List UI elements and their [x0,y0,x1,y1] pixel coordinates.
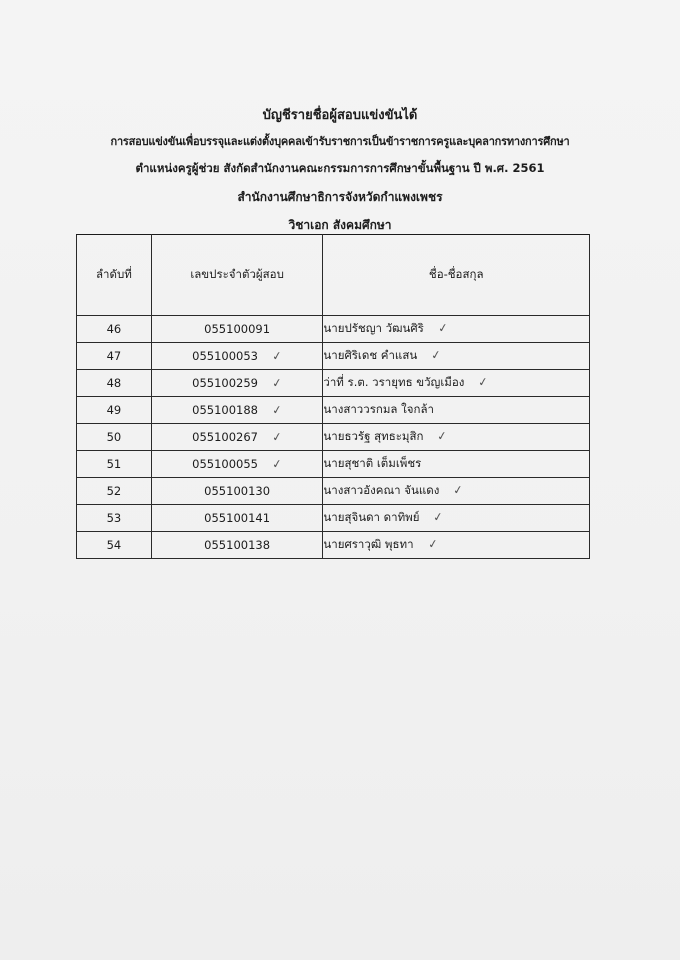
check-mark-icon: ✓ [426,536,439,552]
table-row [77,343,590,370]
row-exam-id [151,316,323,343]
check-mark-icon: ✓ [436,320,449,336]
row-full-name [323,370,590,397]
header-order: ลำดับที่ [77,235,152,316]
row-order: 46 [77,316,152,343]
document-title: บัญชีรายชื่อผู้สอบแข่งขันได้ [262,108,418,123]
full-name-text: นางสาวอังคณา จันแดง [323,483,440,497]
exam-id-text: 055100267 [192,430,258,444]
row-full-name [323,316,590,343]
document-subtitle-position: ตำแหน่งครูผู้ช่วย สังกัดสำนักงานคณะกรรมการการศึกษาขั้นพื้นฐาน ปี พ.ศ. 2561 [135,161,545,175]
results-table [76,234,590,559]
check-mark-icon: ✓ [271,348,283,364]
check-mark-icon: ✓ [432,509,445,525]
check-mark-icon: ✓ [271,402,283,418]
exam-id-text: 055100188 [192,403,258,417]
row-exam-id [151,451,323,478]
row-full-name [323,343,590,370]
full-name-text: นายสุชาติ เต็มเพ็ชร [323,456,422,470]
row-full-name [323,532,590,559]
table-row [77,532,590,559]
check-mark-icon: ✓ [271,429,283,445]
row-full-name [323,397,590,424]
row-full-name [323,505,590,532]
exam-id-text: 055100130 [204,484,271,498]
full-name-text: นายธวรัฐ สุทธะมุสิก [323,429,424,443]
row-full-name [323,478,590,505]
row-order: 52 [77,478,152,505]
check-mark-icon: ✓ [477,374,490,390]
full-name-text: นายศิริเดช คำแสน [323,348,418,362]
row-exam-id [151,370,323,397]
row-order: 54 [77,532,152,559]
check-mark-icon: ✓ [436,428,449,444]
check-mark-icon: ✓ [452,482,465,498]
table-row [77,370,590,397]
exam-id-text: 055100259 [192,376,258,390]
full-name-text: นายศราวุฒิ พุธทา [323,537,414,551]
exam-id-text: 055100141 [204,511,271,525]
full-name-text: นายสุจินดา ดาทิพย์ [323,510,420,524]
exam-id-text: 055100053 [192,349,258,363]
check-mark-icon: ✓ [430,347,443,363]
row-order: 51 [77,451,152,478]
row-full-name [323,451,590,478]
exam-id-text: 055100055 [192,457,258,471]
full-name-text: นายปรัชญา วัฒนศิริ [323,321,424,335]
row-exam-id [151,478,323,505]
row-exam-id [151,505,323,532]
document-subtitle-major: วิชาเอก สังคมศึกษา [288,218,392,232]
row-order: 49 [77,397,152,424]
table-row [77,424,590,451]
table-row [77,397,590,424]
check-mark-icon: ✓ [271,456,283,472]
row-exam-id [151,343,323,370]
row-order: 53 [77,505,152,532]
row-order: 47 [77,343,152,370]
table-row [77,505,590,532]
row-exam-id [151,424,323,451]
exam-id-text: 055100138 [204,538,271,552]
row-full-name [323,424,590,451]
row-order: 50 [77,424,152,451]
document-subtitle-exam: การสอบแข่งขันเพื่อบรรจุและแต่งตั้งบุคคลเข้ารับราชการเป็นข้าราชการครูและบุคลากรทางการศึกษา [110,135,570,148]
exam-id-text: 055100091 [204,322,271,336]
header-exam-id: เลขประจำตัวผู้สอบ [151,235,323,316]
check-mark-icon: ✓ [271,375,283,391]
full-name-text: นางสาววรกมล ใจกล้า [323,402,434,416]
table-row [77,451,590,478]
full-name-text: ว่าที่ ร.ต. วรายุทธ ขวัญเมือง [323,375,465,389]
document-subtitle-office: สำนักงานศึกษาธิการจังหวัดกำแพงเพชร [237,190,443,204]
row-exam-id [151,397,323,424]
table-header-row [77,235,590,316]
row-order: 48 [77,370,152,397]
table-row [77,478,590,505]
table-row [77,316,590,343]
header-full-name: ชื่อ-ชื่อสกุล [323,235,590,316]
row-exam-id [151,532,323,559]
